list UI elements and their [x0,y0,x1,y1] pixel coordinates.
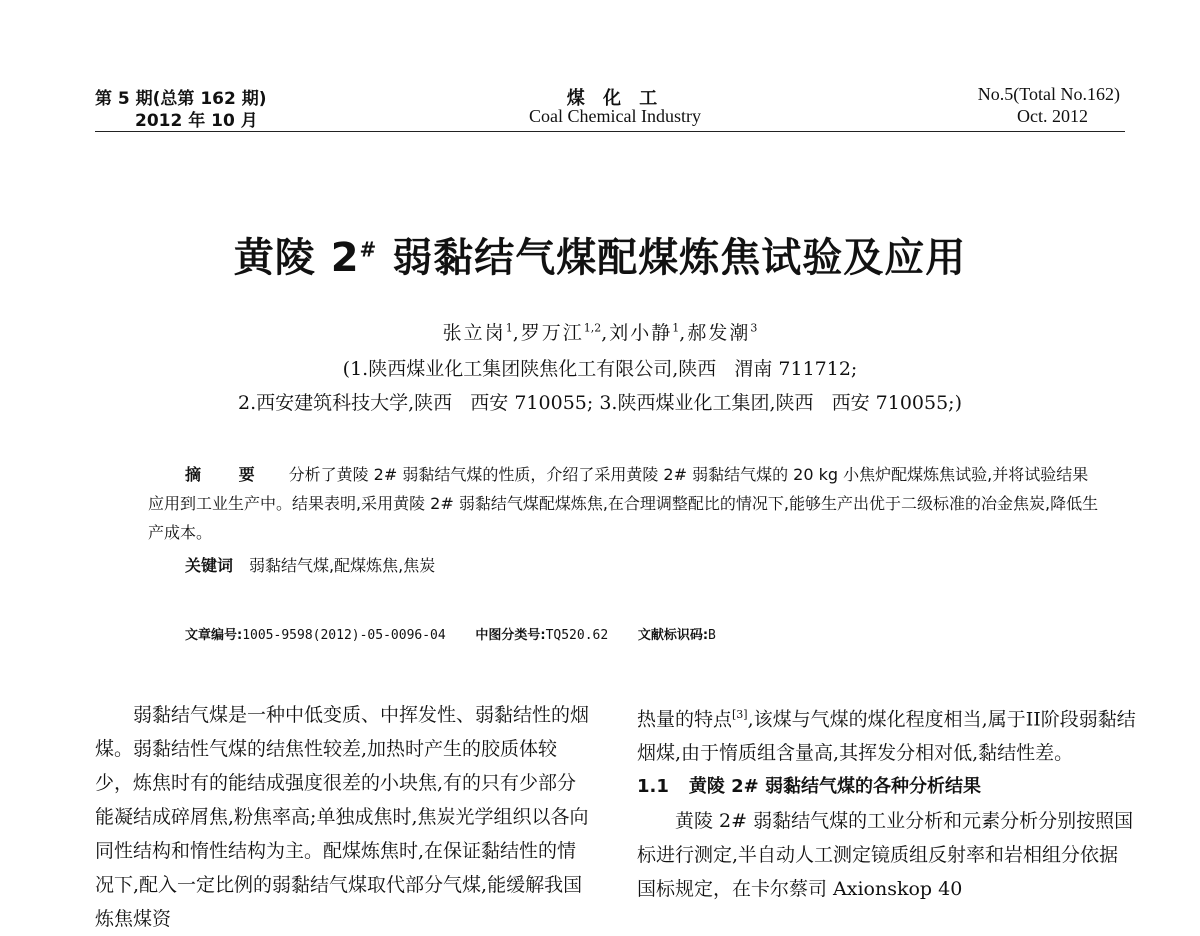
body-text: 热量的特点 [637,708,733,731]
section-title: 黄陵 2# 弱黏结气煤的各种分析结果 [688,776,982,798]
clc-code: TQ520.62 [545,628,609,643]
keywords-text: 弱黏结气煤,配煤炼焦,焦炭 [249,556,436,575]
issue-number-cn: 第 5 期(总第 162 期) [95,89,267,109]
author-affil-mark: 1 [505,321,513,335]
body-paragraph: 黄陵 2# 弱黏结气煤的工业分析和元素分析分别按照国标进行测定,半自动人工测定镜质组反射率和岩相组分依据国标规定，在卡尔蔡司 Axionskop 40 [637,810,1134,901]
author-name: 张立岗 [442,322,506,344]
affiliation-line-1: (1.陕西煤业化工集团陕焦化工有限公司,陕西 渭南 711712; [342,358,858,380]
article-no-label: 文章编号: [185,628,243,643]
body-paragraph [637,698,1137,770]
clc-label: 中图分类号: [475,628,546,643]
journal-name-cn: 煤 化 工 [566,88,664,109]
journal-name-en: Coal Chemical Industry [529,106,701,126]
author-affil-mark: 3 [750,321,758,335]
section-heading [637,770,1137,804]
citation-ref: [3] [732,708,748,721]
author-affil-mark: 1,2 [583,321,602,335]
keywords-label: 关键词 [185,556,234,575]
keywords [185,553,435,576]
doc-code: B [708,628,716,643]
abstract [148,460,1100,547]
author-name: ,郝发潮 [679,322,751,344]
author-list [0,318,1200,345]
paper-title [0,226,1200,283]
author-name: ,刘小静 [601,322,673,344]
body-column-right [637,698,1137,906]
abstract-text: 分析了黄陵 2# 弱黏结气煤的性质，介绍了采用黄陵 2# 弱黏结气煤的 20 kg 小焦炉配煤炼焦试验,并将试验结果应用到工业生产中。结果表明,采用黄陵 2# 弱黏结气煤配煤炼焦,在合理调整配比的情况下,能够生产出优于二级标准的冶金焦炭,降低生产成本。 [148,465,1099,542]
author-name: ,罗万江 [512,322,584,344]
section-number: 1.1 [637,776,669,798]
title-prefix: 黄陵 2 [233,235,360,281]
body-column-left [95,698,595,936]
abstract-label: 摘 要 [185,465,271,484]
article-no: 1005-9598(2012)-05-0096-04 [242,628,446,643]
body-text: ,该煤与气煤的煤化程度相当,属于II阶段弱黏结烟煤,由于惰质组含量高,其挥发分相对低,黏结性差。 [637,708,1136,765]
affiliation-line-2: 2.西安建筑科技大学,陕西 西安 710055; 3.陕西煤业化工集团,陕西 西安 710055;) [238,392,962,414]
title-sup: # [359,237,378,262]
author-affil-mark: 1 [672,321,680,335]
body-paragraph: 弱黏结气煤是一种中低变质、中挥发性、弱黏结性的烟煤。弱黏结性气煤的结焦性较差,加热时产生的胶质体较少，炼焦时有的能结成强度很差的小块焦,有的只有少部分能凝结成碎屑焦,粉焦率高;单独成焦时,焦炭光学组织以各向同性结构和惰性结构为主。配煤炼焦时,在保证黏结性的情况下,配入一定比例的弱黏结气煤取代部分气煤,能缓解我国炼焦煤资 [95,704,590,930]
header-rule [95,131,1125,132]
issue-number-en: No.5(Total No.162) [977,84,1120,104]
issue-date-en: Oct. 2012 [1017,106,1088,126]
issue-date-cn: 2012 年 10 月 [135,111,258,131]
doc-code-label: 文献标识码: [637,628,709,643]
article-meta [185,624,716,643]
title-rest: 弱黏结气煤配煤炼焦试验及应用 [377,235,967,281]
